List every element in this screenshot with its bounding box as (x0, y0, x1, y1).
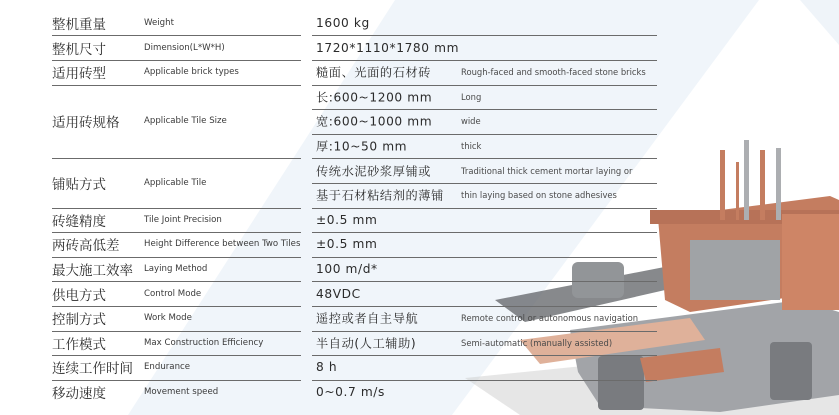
spec-label-cn: 连续工作时间 (52, 361, 133, 378)
spec-label-en: Endurance (144, 362, 191, 373)
row-separator (312, 183, 657, 184)
row-separator (52, 331, 301, 332)
row-separator (312, 281, 657, 282)
spec-label-cn: 供电方式 (52, 287, 106, 304)
spec-value: 长:600~1200 mm (316, 90, 433, 105)
row-separator (312, 355, 657, 356)
spec-value: ±0.5 mm (316, 212, 378, 227)
spec-label-cn: 铺贴方式 (52, 176, 106, 193)
row-separator (52, 232, 301, 233)
spec-value: 糙面、光面的石材砖 (316, 65, 432, 80)
spec-value: 48VDC (316, 286, 361, 301)
spec-value: 传统水泥砂浆厚铺或 (316, 164, 432, 179)
spec-label-cn: 整机尺寸 (52, 41, 106, 58)
spec-value: 1600 kg (316, 16, 370, 30)
row-separator (52, 158, 301, 159)
row-separator (312, 85, 657, 86)
spec-label-en: Laying Method (144, 264, 208, 274)
spec-note-en: Traditional thick cement mortar laying or (461, 165, 633, 176)
row-separator (52, 306, 301, 307)
spec-value: 100 m/d* (316, 262, 378, 276)
spec-label-cn: 最大施工效率 (52, 263, 133, 279)
row-separator (312, 208, 657, 209)
spec-note-en: Semi-automatic (manually assisted) (461, 337, 613, 348)
spec-note-en: thick (461, 141, 482, 151)
spec-label-en: Applicable Tile Size (144, 116, 227, 127)
row-separator (312, 35, 657, 36)
spec-value: 0~0.7 m/s (316, 385, 385, 399)
spec-label-cn: 砖缝精度 (52, 213, 106, 230)
row-separator (52, 380, 301, 381)
row-separator (312, 306, 657, 307)
spec-value: 8 h (316, 360, 338, 375)
row-separator (312, 331, 657, 332)
spec-label-en: Applicable Tile (144, 177, 207, 188)
spec-label-en: Max Construction Efficiency (144, 337, 264, 348)
row-separator (52, 35, 301, 36)
spec-label-cn: 整机重量 (52, 17, 106, 33)
row-separator (52, 60, 301, 61)
spec-note-en: Rough-faced and smooth-faced stone bricks (461, 67, 646, 78)
spec-value: 厚:10~50 mm (316, 139, 408, 154)
row-separator (52, 85, 301, 86)
spec-value: 1720*1110*1780 mm (316, 40, 460, 55)
spec-label-en: Height Difference between Two Tiles (144, 239, 301, 250)
row-separator (312, 232, 657, 233)
row-separator (312, 134, 657, 135)
spec-note-en: Remote control or autonomous navigation (461, 313, 639, 324)
row-separator (312, 60, 657, 61)
row-separator (312, 257, 657, 258)
spec-label-en: Movement speed (144, 387, 219, 397)
row-separator (312, 109, 657, 110)
row-separator (312, 380, 657, 381)
row-separator (312, 158, 657, 159)
spec-value: 基于石材粘结剂的薄铺 (316, 188, 444, 203)
row-separator (52, 281, 301, 282)
spec-label-en: Tile Joint Precision (144, 214, 222, 225)
spec-label-en: Applicable brick types (144, 67, 239, 78)
spec-label-cn: 两砖高低差 (52, 238, 120, 255)
spec-label-en: Control Mode (144, 288, 202, 299)
spec-label-cn: 适用砖规格 (52, 115, 120, 132)
spec-label-cn: 移动速度 (52, 386, 106, 402)
spec-label-cn: 适用砖型 (52, 66, 106, 83)
row-separator (52, 208, 301, 209)
spec-note-en: Long (461, 91, 482, 102)
spec-note-en: thin laying based on stone adhesives (461, 190, 617, 201)
spec-label-cn: 控制方式 (52, 312, 106, 329)
spec-note-en: wide (461, 116, 481, 127)
spec-value: 宽:600~1000 mm (316, 114, 433, 129)
row-separator (52, 257, 301, 258)
spec-label-en: Work Mode (144, 313, 192, 324)
spec-value: 半自动(人工辅助) (316, 336, 417, 351)
spec-label-en: Weight (144, 18, 174, 28)
spec-label-cn: 工作模式 (52, 336, 106, 353)
row-separator (52, 355, 301, 356)
spec-value: 遥控或者自主导航 (316, 311, 419, 326)
spec-label-en: Dimension(L*W*H) (144, 42, 225, 53)
spec-value: ±0.5 mm (316, 237, 378, 252)
